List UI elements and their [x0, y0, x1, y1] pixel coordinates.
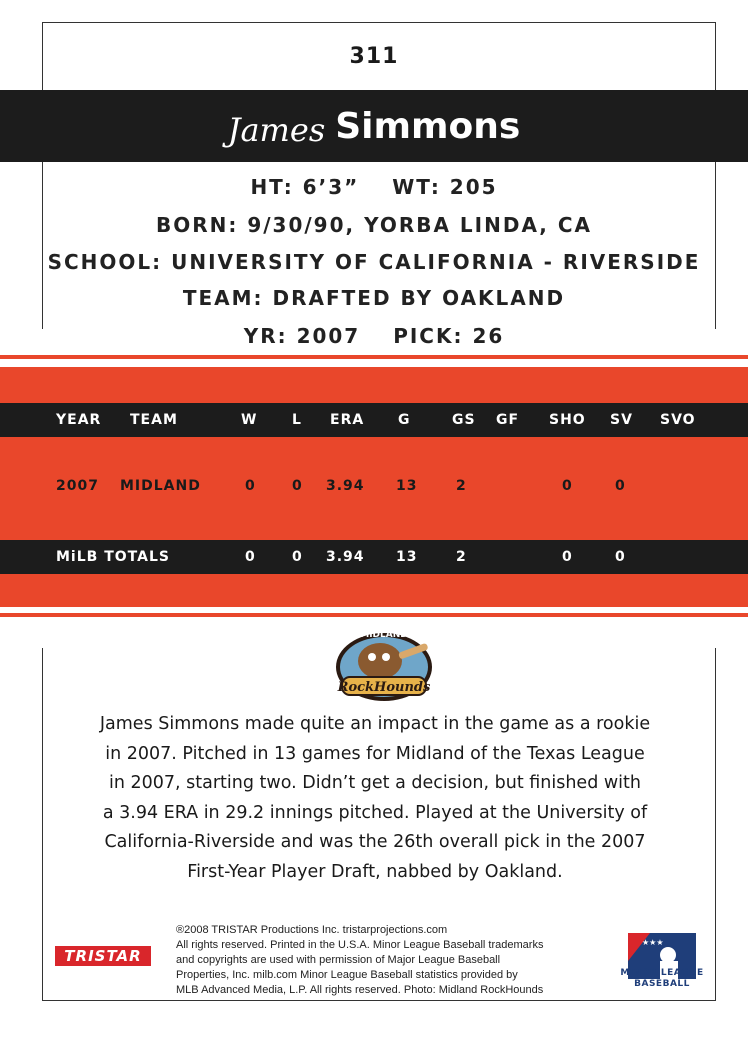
stat-team: MIDLAND: [120, 478, 201, 494]
stat-header-sv: SV: [610, 412, 633, 428]
card-number: 311: [349, 44, 399, 69]
stat-header-era: ERA: [330, 412, 365, 428]
total-w: 0: [245, 549, 256, 565]
stats-totals-row: [0, 540, 748, 574]
stat-sho: 0: [562, 478, 573, 494]
blurb-line: First-Year Player Draft, nabbed by Oakland.: [187, 861, 563, 882]
total-sho: 0: [562, 549, 573, 565]
stat-header-sho: SHO: [549, 412, 586, 428]
total-sv: 0: [615, 549, 626, 565]
stat-g: 13: [396, 478, 418, 494]
milb-logo-line1: MINOR LEAGUE: [620, 968, 704, 978]
player-name-bar: [0, 90, 748, 162]
tristar-logo: TRISTAR: [55, 946, 151, 966]
legal-line: ®2008 TRISTAR Productions Inc. tristarprojections.com: [176, 924, 448, 936]
blurb-line: in 2007, starting two. Didn’t get a decision, but finished with: [108, 773, 641, 793]
logo-script-text: RockHounds: [337, 680, 431, 695]
stats-row-2007: [0, 470, 748, 502]
bio-draft-line: [0, 324, 748, 348]
bio-team: TEAM: DRAFTED BY OAKLAND: [182, 286, 566, 310]
logo-mascot-eye-right: [382, 653, 390, 661]
stat-sv: 0: [615, 478, 626, 494]
milb-logo-stars: ★★★: [642, 938, 664, 947]
bio-line-measurements: [0, 175, 748, 199]
total-gs: 2: [456, 549, 467, 565]
stat-header-gf: GF: [496, 412, 520, 428]
stat-header-year: YEAR: [56, 412, 102, 428]
logo-mascot-head: [358, 643, 402, 679]
stat-w: 0: [245, 478, 256, 494]
bio-school: SCHOOL: UNIVERSITY OF CALIFORNIA - RIVERSIDE: [47, 250, 701, 274]
bio-year: YR: 2007: [243, 324, 361, 348]
bio-height: HT: 6’3”: [250, 175, 360, 199]
blurb-line: California-Riverside and was the 26th overall pick in the 2007: [104, 832, 646, 852]
stat-header-gs: GS: [452, 412, 476, 428]
player-blurb: [55, 710, 695, 887]
total-g: 13: [396, 549, 418, 565]
bio-born: BORN: 9/30/90, YORBA LINDA, CA: [155, 213, 593, 237]
top-accent-stripe: [0, 355, 748, 359]
blurb-line: a 3.94 ERA in 29.2 innings pitched. Played at the University of: [102, 802, 648, 823]
bio-weight: WT: 205: [392, 175, 498, 199]
blurb-line: James Simmons made quite an impact in the game as a rookie: [99, 714, 651, 734]
stat-year: 2007: [56, 478, 99, 494]
blurb-line: in 2007. Pitched in 13 games for Midland of the Texas League: [105, 743, 645, 764]
milb-logo-player-head: [660, 947, 676, 963]
logo-mascot-eye-left: [368, 653, 376, 661]
stat-header-svo: SVO: [660, 412, 696, 428]
bottom-accent-stripe: [0, 613, 748, 617]
legal-line: MLB Advanced Media, L.P. All rights reserved. Photo: Midland RockHounds: [176, 984, 544, 996]
logo-arc-text: MIDLAND: [360, 630, 408, 640]
player-last-name: Simmons: [335, 105, 521, 147]
rockhounds-team-logo: [330, 623, 438, 705]
stat-header-g: G: [398, 412, 411, 428]
stat-header-l: L: [292, 412, 302, 428]
legal-line: All rights reserved. Printed in the U.S.A. Minor League Baseball trademarks: [176, 939, 544, 951]
bio-pick: PICK: 26: [393, 324, 505, 348]
legal-line: Properties, Inc. milb.com Minor League Baseball statistics provided by: [176, 969, 518, 981]
milb-logo-text: [612, 968, 712, 990]
stats-header-row: [0, 403, 748, 437]
legal-line: and copyrights are used with permission of Major League Baseball: [176, 954, 501, 966]
total-l: 0: [292, 549, 303, 565]
stat-gs: 2: [456, 478, 467, 494]
stat-header-w: W: [241, 412, 258, 428]
stat-totals-label: MiLB TOTALS: [56, 549, 170, 565]
total-era: 3.94: [326, 549, 365, 565]
stat-header-team: TEAM: [130, 412, 178, 428]
player-first-name: James: [227, 111, 326, 149]
milb-logo-line2: BASEBALL: [634, 979, 690, 989]
stat-era: 3.94: [326, 478, 365, 494]
legal-text: [176, 923, 616, 998]
stat-l: 0: [292, 478, 303, 494]
